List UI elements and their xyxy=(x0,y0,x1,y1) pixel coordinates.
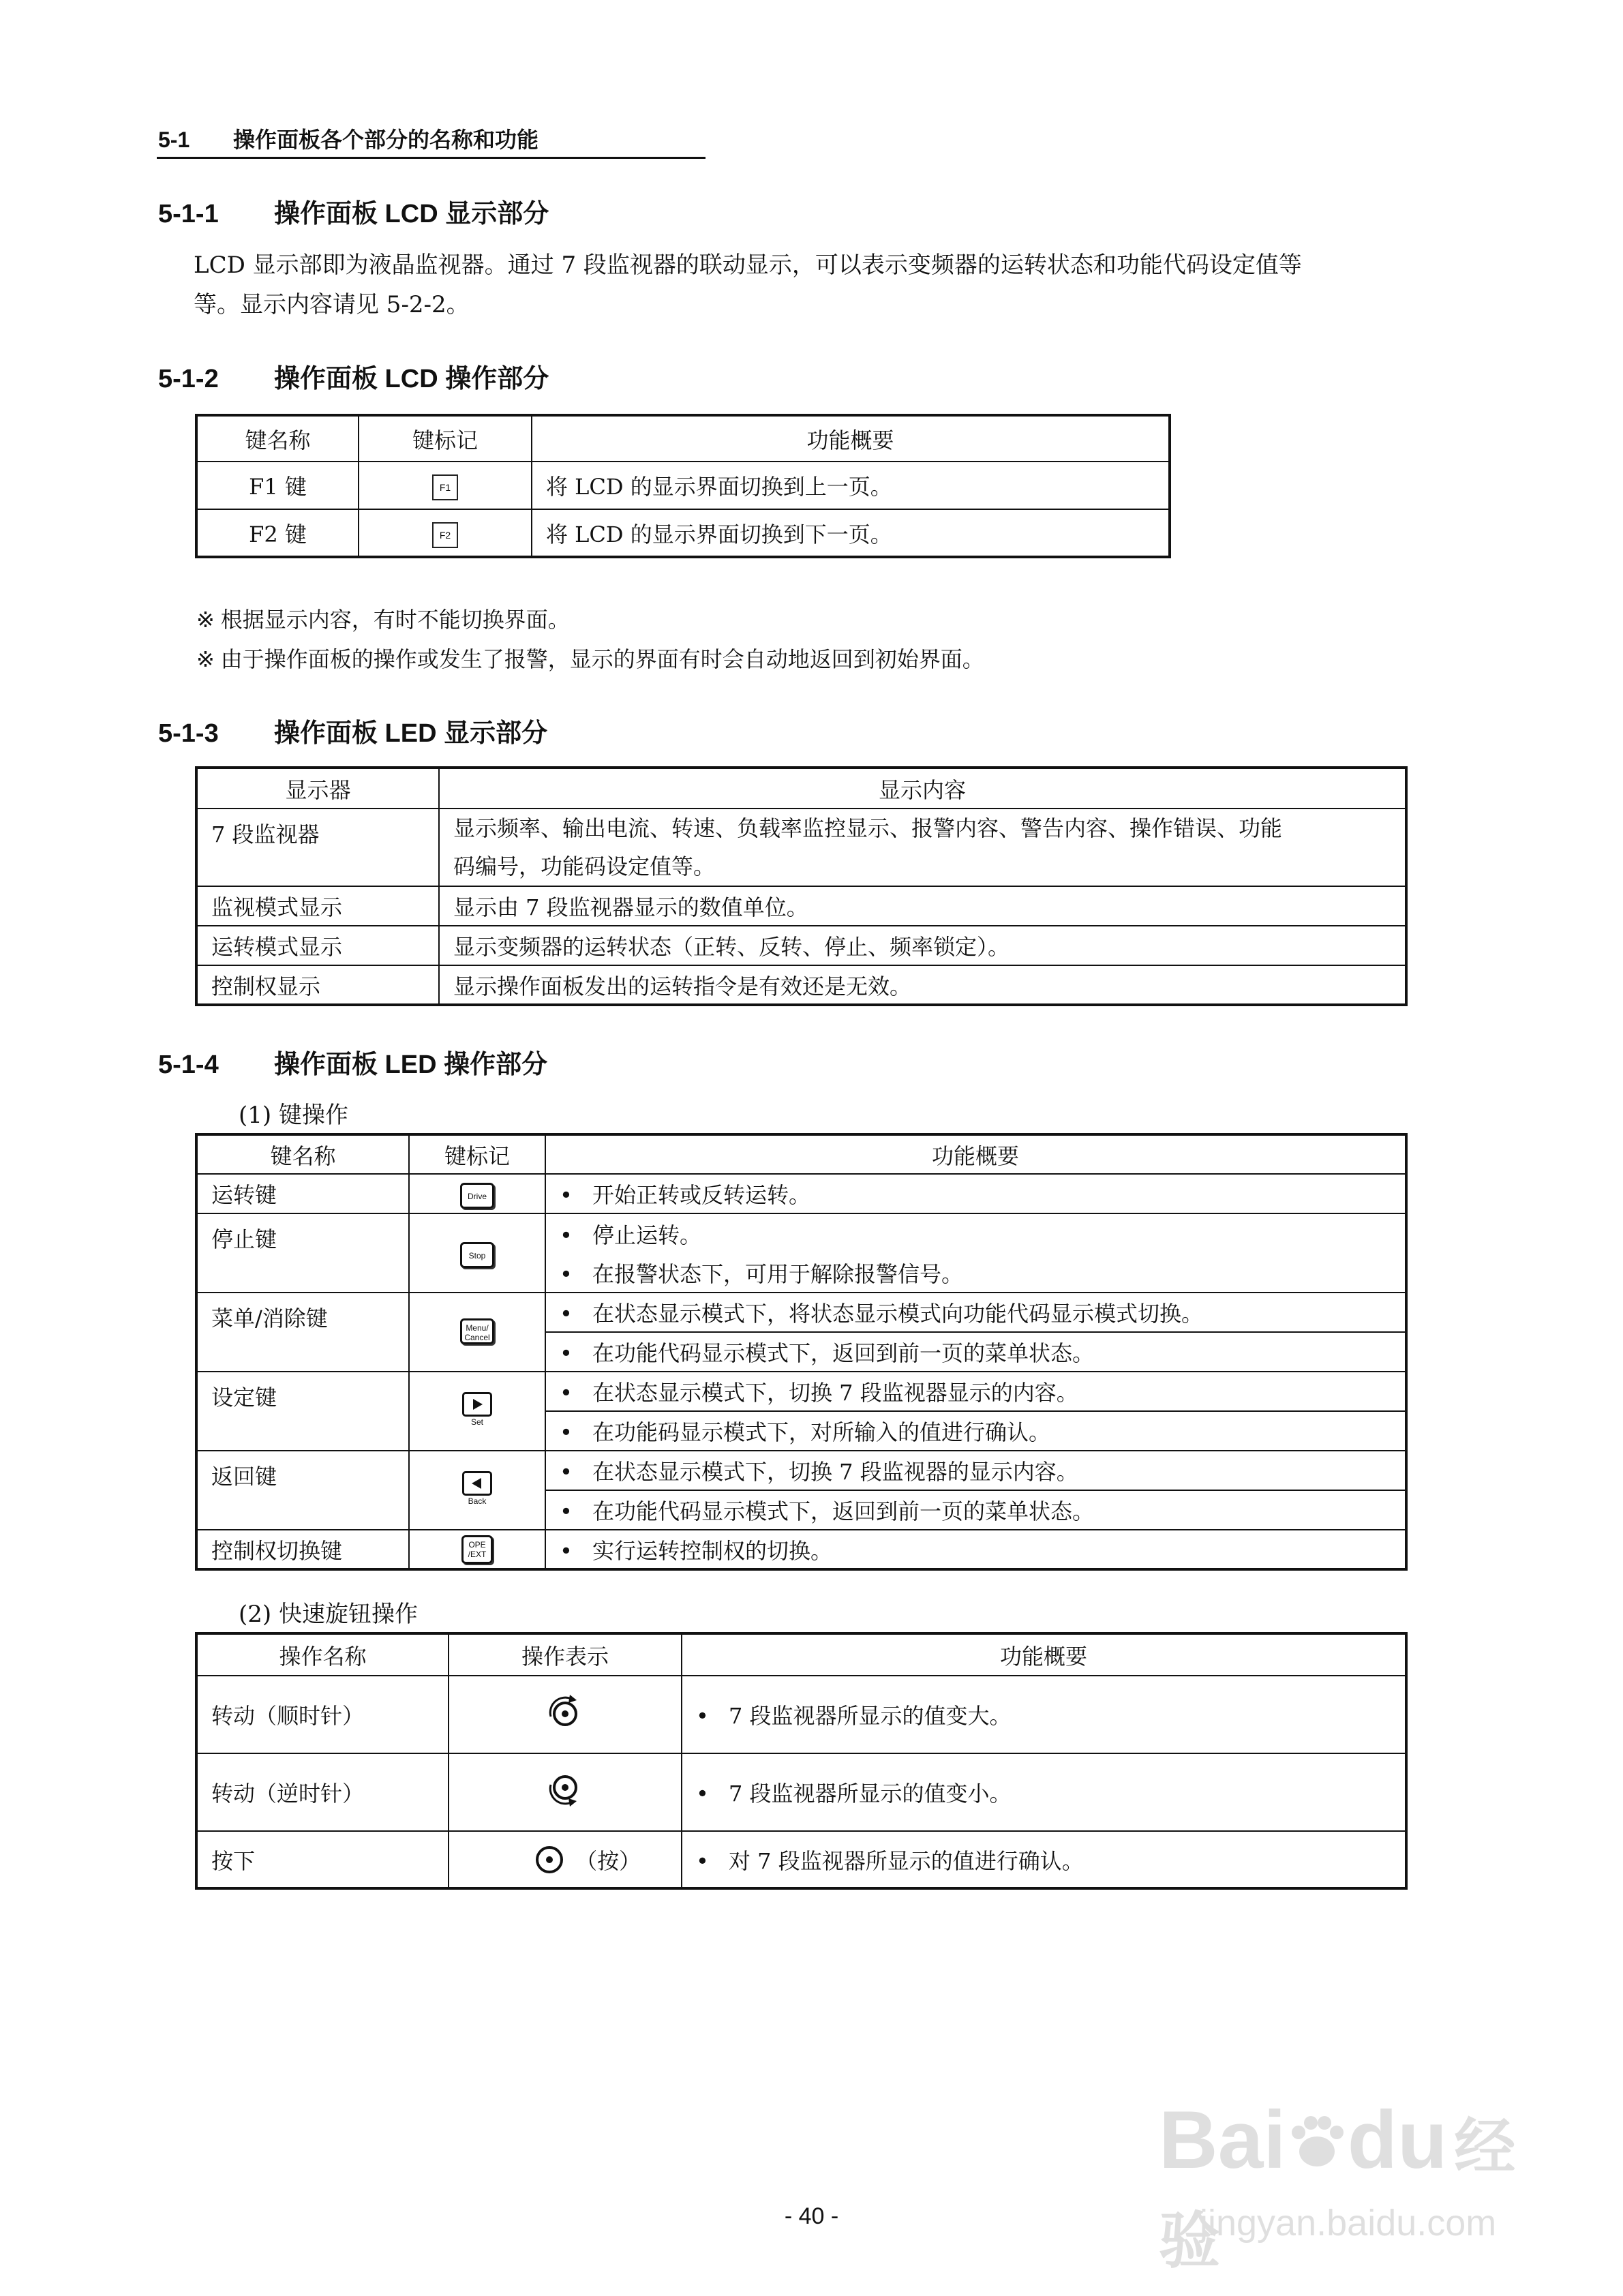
table-row xyxy=(196,809,1406,886)
key-desc xyxy=(545,1293,1406,1332)
op-name: 转动（顺时针） xyxy=(196,1676,449,1753)
key-mark: F2 xyxy=(432,522,458,548)
table-row xyxy=(196,1676,1406,1753)
bullet: • xyxy=(560,1301,573,1327)
key-label: Stop xyxy=(460,1242,494,1268)
desc-text: 停止运转。 xyxy=(592,1222,702,1248)
bullet: • xyxy=(560,1498,573,1524)
note: ※ 根据显示内容，有时不能切换界面。 xyxy=(196,607,570,632)
heading-number: 5-1-3 xyxy=(158,719,219,748)
bullet: • xyxy=(560,1537,573,1564)
bullet: • xyxy=(696,1703,709,1729)
col-header: 显示内容 xyxy=(439,768,1406,809)
bullet: • xyxy=(696,1781,709,1807)
desc-text: 在状态显示模式下，将状态显示模式向功能代码显示模式切换。 xyxy=(592,1301,1204,1327)
col-header: 操作表示 xyxy=(449,1633,682,1676)
col-header: 键标记 xyxy=(359,415,532,462)
table-row xyxy=(196,886,1406,926)
heading-5-1-4 xyxy=(158,1043,547,1081)
key-name: 返回键 xyxy=(196,1451,409,1530)
col-header: 操作名称 xyxy=(196,1633,449,1676)
header-rule xyxy=(157,157,706,159)
display-content: 显示变频器的运转状态（正转、反转、停止、频率锁定）。 xyxy=(439,926,1406,965)
table-row xyxy=(196,1372,1406,1411)
heading-5-1-3 xyxy=(158,712,547,749)
display-name: 7 段监视器 xyxy=(196,809,439,886)
display-name: 监视模式显示 xyxy=(196,886,439,926)
desc-text: 7 段监视器所显示的值变小。 xyxy=(729,1781,1012,1807)
key-mark: F1 xyxy=(432,474,458,500)
bullet: • xyxy=(560,1260,573,1287)
key-name: 控制权切换键 xyxy=(196,1530,409,1569)
knob-table xyxy=(195,1632,1408,1890)
heading-5-1-2 xyxy=(158,357,549,395)
desc-text: 在报警状态下，可用于解除报警信号。 xyxy=(592,1260,964,1287)
desc-text: 开始正转或反转运转。 xyxy=(592,1182,811,1208)
watermark-brand: Bai xyxy=(1159,2094,1286,2186)
back-key-icon xyxy=(409,1451,545,1530)
paragraph-line: LCD 显示部即为液晶监视器。通过 7 段监视器的联动显示，可以表示变频器的运转状态和功能代码设定值等 xyxy=(194,252,1302,279)
display-content: 显示由 7 段监视器显示的数值单位。 xyxy=(439,886,1406,926)
watermark-brand: du xyxy=(1347,2094,1448,2186)
watermark-url: jingyan.baidu.com xyxy=(1200,2203,1497,2244)
heading-title: 操作面板 LED 显示部分 xyxy=(274,719,548,748)
key-desc xyxy=(545,1411,1406,1451)
display-content: 显示操作面板发出的运转指令是有效还是无效。 xyxy=(439,965,1406,1005)
key-label: Back xyxy=(468,1496,487,1506)
op-desc xyxy=(682,1753,1406,1831)
bullet: • xyxy=(560,1340,573,1366)
table-row xyxy=(196,965,1406,1005)
table-row xyxy=(196,1753,1406,1831)
table-row xyxy=(196,509,1170,557)
table-row xyxy=(196,462,1170,509)
op-desc xyxy=(682,1831,1406,1888)
col-header: 显示器 xyxy=(196,768,439,809)
content-line: 显示频率、输出电流、转速、负载率监控显示、报警内容、警告内容、操作错误、功能 xyxy=(453,815,1283,841)
watermark-cn: 经验 xyxy=(1159,2113,1516,2276)
key-desc xyxy=(545,1332,1406,1372)
desc-text: 在功能代码显示模式下，返回到前一页的菜单状态。 xyxy=(592,1340,1095,1366)
bullet: • xyxy=(560,1222,573,1248)
col-header: 功能概要 xyxy=(545,1134,1406,1174)
content-line: 码编号，功能码设定值等。 xyxy=(453,854,716,879)
heading-number: 5-1-4 xyxy=(158,1051,219,1079)
led-display-table xyxy=(195,766,1408,1006)
op-name: 转动（逆时针） xyxy=(196,1753,449,1831)
col-header: 功能概要 xyxy=(532,415,1170,462)
note: ※ 由于操作面板的操作或发生了报警，显示的界面有时会自动地返回到初始界面。 xyxy=(196,647,984,671)
table-row xyxy=(196,1530,1406,1569)
key-name: 运转键 xyxy=(196,1174,409,1213)
heading-title: 操作面板 LCD 显示部分 xyxy=(274,200,549,228)
heading-number: 5-1-1 xyxy=(158,200,219,228)
press-label: （按） xyxy=(575,1847,641,1874)
knob-press-icon xyxy=(530,1841,568,1879)
key-desc xyxy=(545,1253,1406,1293)
op-desc xyxy=(682,1676,1406,1753)
key-name: 设定键 xyxy=(196,1372,409,1451)
col-header: 键名称 xyxy=(196,1134,409,1174)
knob-clockwise-icon xyxy=(449,1676,682,1753)
table-row xyxy=(196,1213,1406,1253)
table-row xyxy=(196,1293,1406,1332)
page-number: - 40 - xyxy=(784,2203,839,2229)
desc-text: 在状态显示模式下，切换 7 段监视器的显示内容。 xyxy=(592,1459,1078,1485)
key-label: Drive xyxy=(460,1183,494,1209)
col-header: 键标记 xyxy=(409,1134,545,1174)
heading-5-1-1 xyxy=(158,192,549,230)
bullet: • xyxy=(560,1182,573,1208)
table-row xyxy=(196,926,1406,965)
key-name: 停止键 xyxy=(196,1213,409,1293)
col-header: 键名称 xyxy=(196,415,359,462)
key-desc xyxy=(545,1372,1406,1411)
col-header: 功能概要 xyxy=(682,1633,1406,1676)
subsection-knob-ops: (2) 快速旋钮操作 xyxy=(239,1601,418,1628)
display-name: 运转模式显示 xyxy=(196,926,439,965)
section-header xyxy=(158,123,539,154)
desc-text: 在功能代码显示模式下，返回到前一页的菜单状态。 xyxy=(592,1498,1095,1524)
f2-key-icon xyxy=(359,509,532,557)
key-desc xyxy=(545,1213,1406,1253)
bullet: • xyxy=(696,1847,709,1874)
key-name: F2 键 xyxy=(196,509,359,557)
heading-title: 操作面板 LED 操作部分 xyxy=(274,1051,548,1079)
bullet: • xyxy=(560,1380,573,1406)
key-label: Menu/ xyxy=(466,1323,489,1333)
baidu-watermark xyxy=(1159,2066,1568,2276)
display-content xyxy=(439,809,1406,886)
bullet: • xyxy=(560,1459,573,1485)
left-arrow-icon xyxy=(464,1473,490,1494)
desc-text: 7 段监视器所显示的值变大。 xyxy=(729,1703,1012,1729)
drive-key-icon xyxy=(409,1174,545,1213)
menu-cancel-key-icon xyxy=(409,1293,545,1372)
key-desc xyxy=(545,1490,1406,1530)
display-name: 控制权显示 xyxy=(196,965,439,1005)
key-desc: 将 LCD 的显示界面切换到下一页。 xyxy=(532,509,1170,557)
key-desc xyxy=(545,1530,1406,1569)
f1-key-icon xyxy=(359,462,532,509)
subsection-key-ops: (1) 键操作 xyxy=(239,1102,348,1129)
lcd-description xyxy=(194,245,1489,324)
paw-icon xyxy=(1286,2112,1348,2173)
desc-text: 实行运转控制权的切换。 xyxy=(592,1537,833,1564)
lcd-key-table xyxy=(195,414,1171,558)
paragraph-line: 等。显示内容请见 5-2-2。 xyxy=(194,291,470,318)
key-desc xyxy=(545,1174,1406,1213)
ope-ext-key-icon xyxy=(409,1530,545,1569)
set-key-icon xyxy=(409,1372,545,1451)
desc-text: 在功能码显示模式下，对所输入的值进行确认。 xyxy=(592,1419,1051,1445)
key-label: /EXT xyxy=(468,1549,487,1559)
desc-text: 对 7 段监视器所显示的值进行确认。 xyxy=(729,1847,1084,1874)
key-label: Set xyxy=(470,1417,483,1427)
right-arrow-icon xyxy=(464,1394,490,1415)
key-name: 菜单/消除键 xyxy=(196,1293,409,1372)
stop-key-icon xyxy=(409,1213,545,1293)
heading-number: 5-1-2 xyxy=(158,365,219,393)
led-key-table xyxy=(195,1133,1408,1571)
key-desc xyxy=(545,1451,1406,1490)
table-row xyxy=(196,1451,1406,1490)
heading-title: 操作面板 LCD 操作部分 xyxy=(274,365,549,393)
bullet: • xyxy=(560,1419,573,1445)
key-label: OPE xyxy=(468,1539,486,1550)
desc-text: 在状态显示模式下，切换 7 段监视器显示的内容。 xyxy=(592,1380,1078,1406)
table-row xyxy=(196,1174,1406,1213)
knob-press-cell xyxy=(449,1831,682,1888)
section-number: 5-1 xyxy=(158,127,190,152)
key-desc: 将 LCD 的显示界面切换到上一页。 xyxy=(532,462,1170,509)
key-name: F1 键 xyxy=(196,462,359,509)
key-label: Cancel xyxy=(464,1333,490,1342)
knob-counterclockwise-icon xyxy=(449,1753,682,1831)
op-name: 按下 xyxy=(196,1831,449,1888)
table-row xyxy=(196,1831,1406,1888)
section-title: 操作面板各个部分的名称和功能 xyxy=(233,127,539,152)
